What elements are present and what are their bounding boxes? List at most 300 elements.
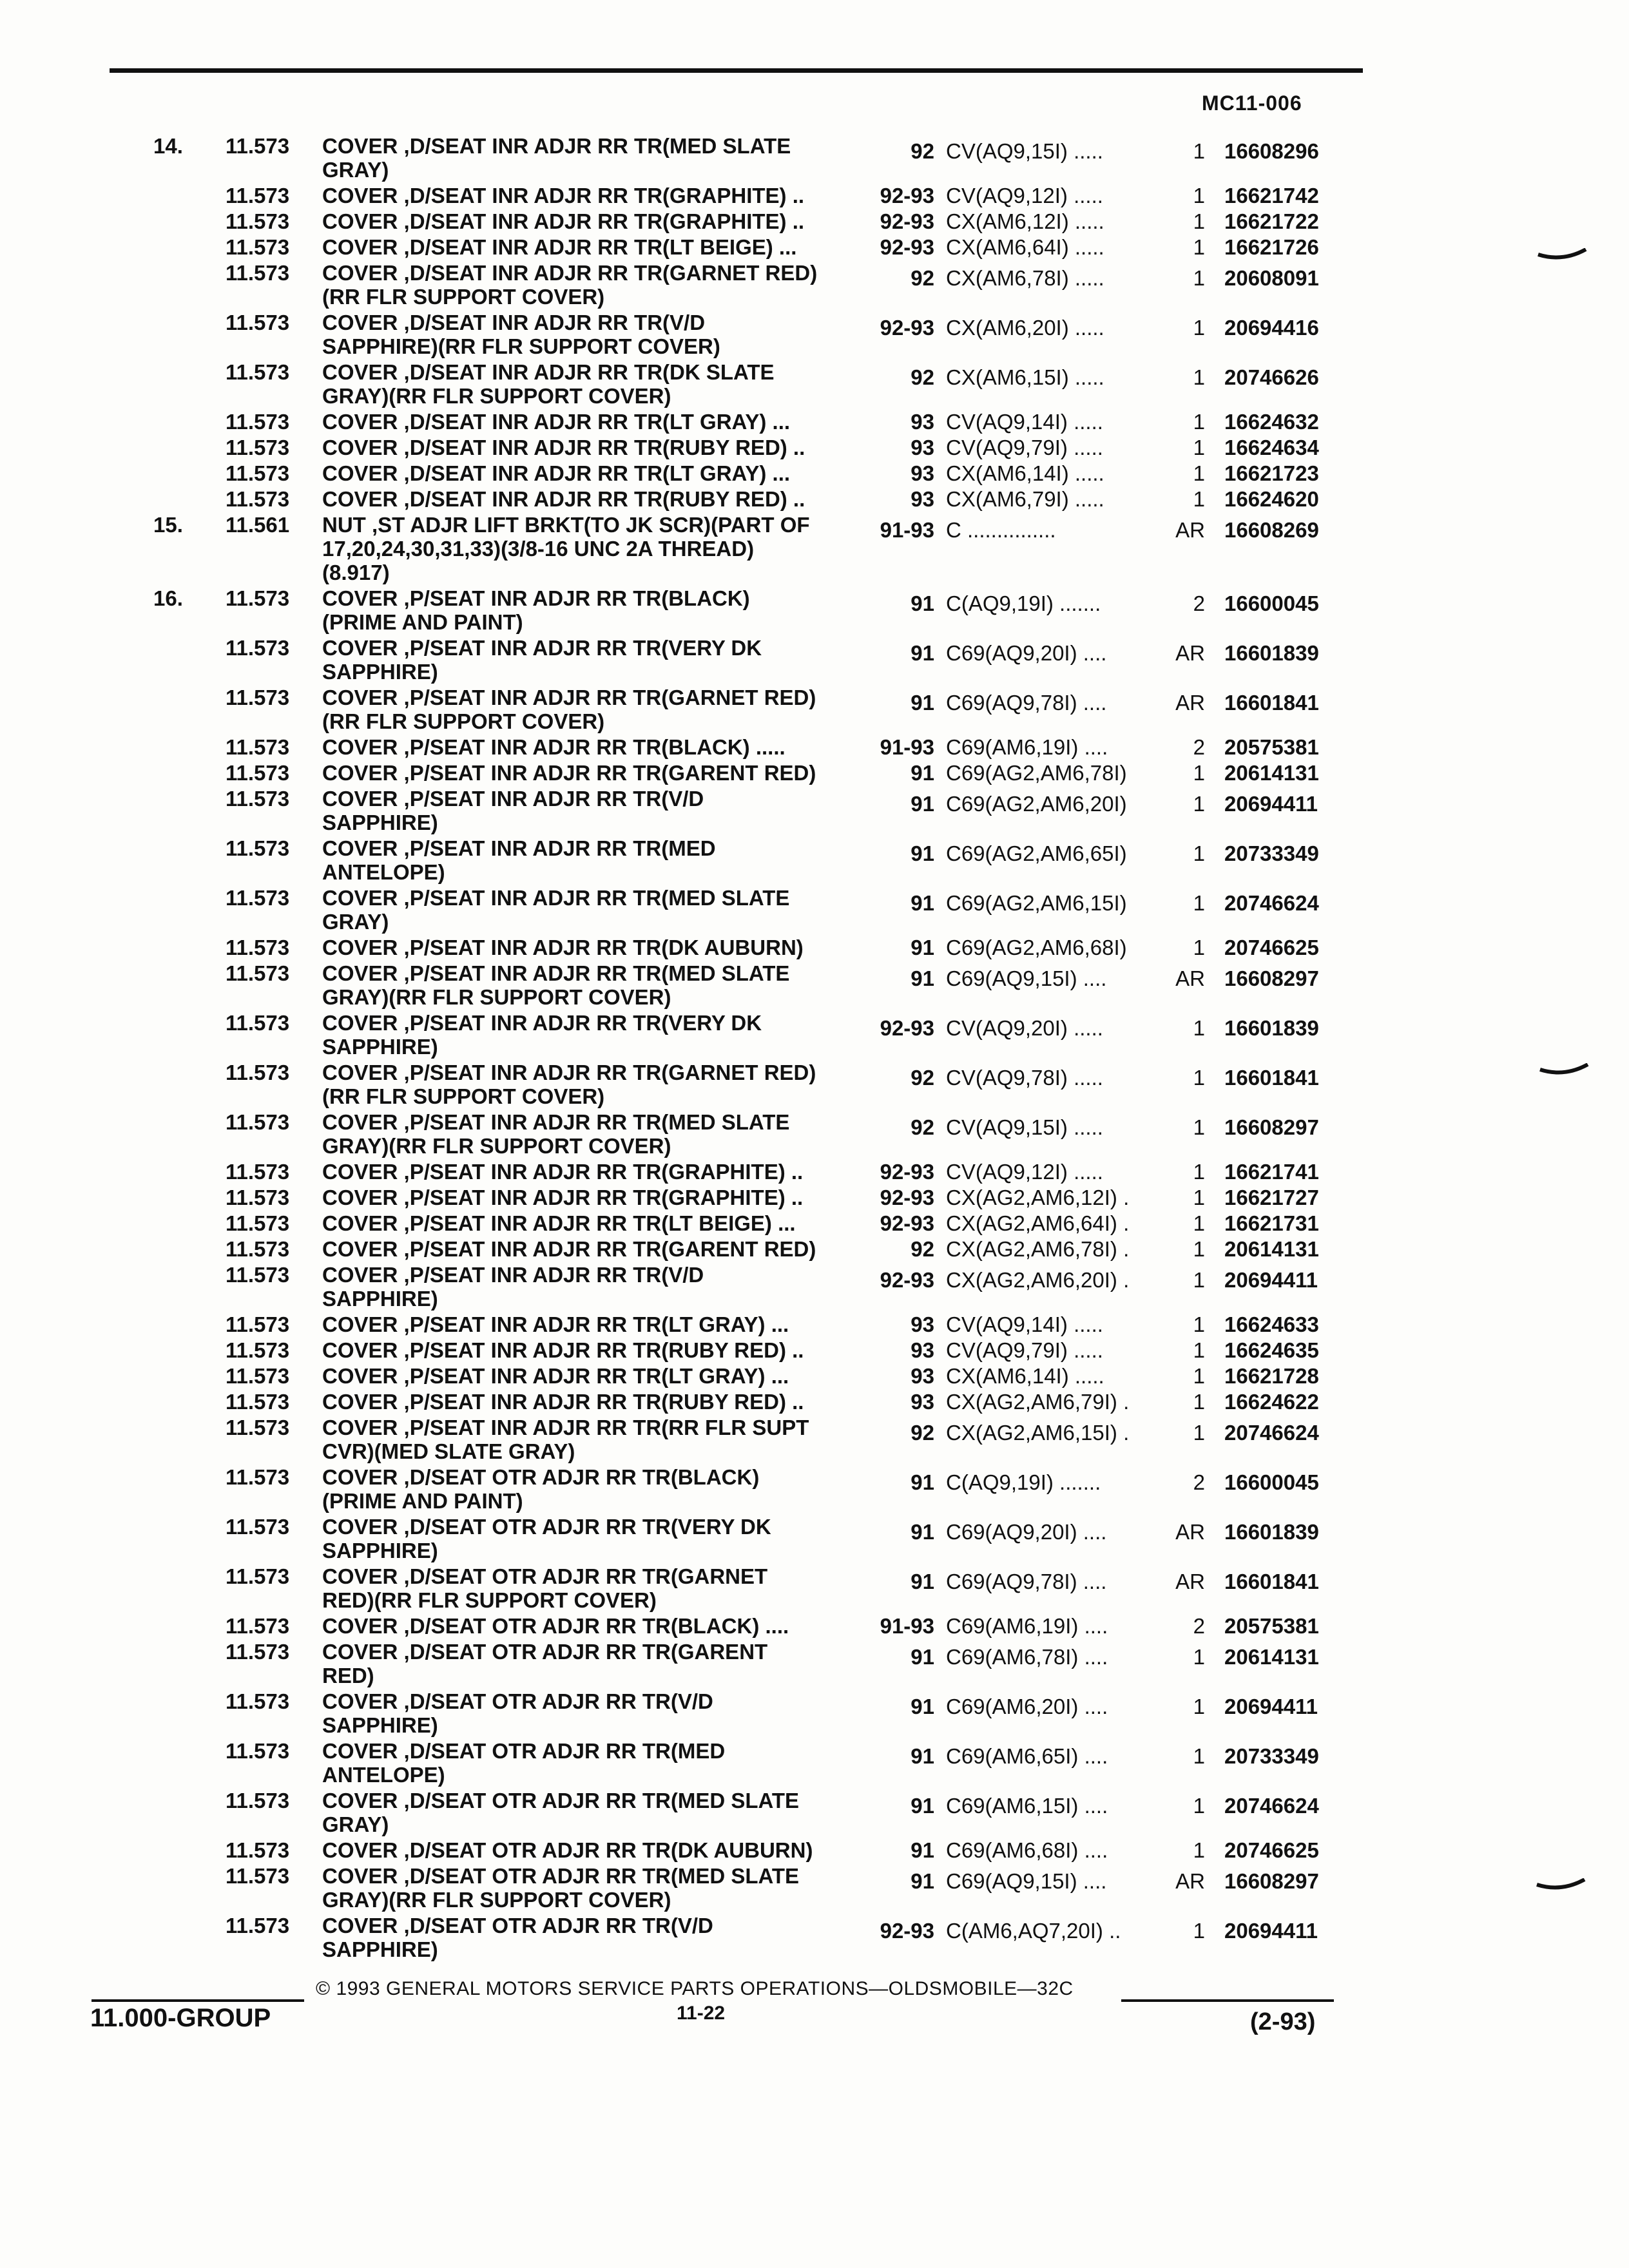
model-years: 91 xyxy=(911,1520,934,1544)
model-years: 93 xyxy=(911,1364,934,1388)
footer-rule-left xyxy=(92,1999,304,2002)
quantity: 1 xyxy=(1193,1645,1205,1669)
quantity: AR xyxy=(1175,641,1205,665)
quantity: AR xyxy=(1175,691,1205,715)
model-years: 92-93 xyxy=(880,1919,934,1943)
description-line: GRAY) xyxy=(322,158,389,182)
figure-number: 16. xyxy=(153,586,183,610)
part-number: 16624632 xyxy=(1224,410,1319,434)
quantity: 1 xyxy=(1193,1421,1205,1445)
part-number: 20608091 xyxy=(1224,266,1319,290)
part-description xyxy=(322,1110,863,1158)
model-years: 92 xyxy=(911,139,934,163)
description-line: COVER ,P/SEAT INR ADJR RR TR(RUBY RED) .. xyxy=(322,1390,804,1414)
group-number: 11.573 xyxy=(226,1416,290,1439)
part-description xyxy=(322,886,863,934)
group-number: 11.573 xyxy=(226,761,290,785)
body-option-code: C69(AG2,AM6,20I) xyxy=(946,792,1127,816)
description-line: GRAY)(RR FLR SUPPORT COVER) xyxy=(322,384,671,408)
part-number: 20614131 xyxy=(1224,761,1319,785)
description-line: COVER ,D/SEAT INR ADJR RR TR(V/D xyxy=(322,311,706,334)
part-description xyxy=(322,184,863,207)
quantity: 1 xyxy=(1193,139,1205,163)
description-line: SAPPHIRE) xyxy=(322,1539,438,1562)
description-line: GRAY) xyxy=(322,910,389,934)
body-option-code: C69(AG2,AM6,78I) xyxy=(946,761,1127,785)
description-line: COVER ,D/SEAT INR ADJR RR TR(GRAPHITE) .. xyxy=(322,209,805,233)
model-years: 92 xyxy=(911,266,934,290)
part-description xyxy=(322,1338,863,1362)
description-line: CVR)(MED SLATE GRAY) xyxy=(322,1439,575,1463)
model-years: 93 xyxy=(911,1390,934,1414)
group-number: 11.573 xyxy=(226,360,290,384)
group-number: 11.573 xyxy=(226,1312,290,1336)
model-years: 91 xyxy=(911,641,934,665)
body-option-code: CX(AG2,AM6,64I) . xyxy=(946,1211,1130,1235)
description-line: COVER ,P/SEAT INR ADJR RR TR(LT GRAY) ... xyxy=(322,1364,789,1388)
model-years: 91 xyxy=(911,1470,934,1494)
description-line: (RR FLR SUPPORT COVER) xyxy=(322,285,605,309)
part-description xyxy=(322,461,863,485)
body-option-code: C69(AQ9,15I) .... xyxy=(946,966,1107,990)
model-years: 91 xyxy=(911,591,934,615)
group-number: 11.573 xyxy=(226,184,290,207)
body-option-code: C69(AQ9,78I) .... xyxy=(946,1570,1107,1593)
part-description xyxy=(322,761,863,785)
description-line: COVER ,D/SEAT OTR ADJR RR TR(MED SLATE xyxy=(322,1789,800,1812)
quantity: 1 xyxy=(1193,1115,1205,1139)
part-number: 16601839 xyxy=(1224,1016,1319,1040)
quantity: 1 xyxy=(1193,1237,1205,1261)
quantity: 2 xyxy=(1193,591,1205,615)
group-number: 11.573 xyxy=(226,836,290,860)
body-option-code: C69(AQ9,20I) .... xyxy=(946,641,1107,665)
body-option-code: CV(AQ9,15I) ..... xyxy=(946,139,1103,163)
description-line: (PRIME AND PAINT) xyxy=(322,610,523,634)
part-description xyxy=(322,1061,863,1108)
body-option-code: C(AQ9,19I) ....... xyxy=(946,591,1101,615)
figure-number: 14. xyxy=(153,134,183,158)
group-number: 11.573 xyxy=(226,410,290,434)
part-number: 16621722 xyxy=(1224,209,1319,233)
body-option-code: C69(AM6,19I) .... xyxy=(946,1614,1108,1638)
part-number: 16621726 xyxy=(1224,235,1319,259)
part-number: 16624622 xyxy=(1224,1390,1319,1414)
part-number: 16621741 xyxy=(1224,1160,1319,1184)
model-years: 91 xyxy=(911,841,934,865)
header-rule xyxy=(110,68,1363,73)
description-line: RED) xyxy=(322,1664,374,1687)
part-number: 16621728 xyxy=(1224,1364,1319,1388)
part-number: 16601841 xyxy=(1224,1570,1319,1593)
model-years: 92 xyxy=(911,1066,934,1090)
body-option-code: C69(AQ9,15I) .... xyxy=(946,1869,1107,1893)
body-option-code: CV(AQ9,14I) ..... xyxy=(946,410,1103,434)
revision-date: (2-93) xyxy=(1250,2008,1316,2035)
part-description xyxy=(322,1263,863,1311)
part-description xyxy=(322,134,863,182)
description-line: COVER ,D/SEAT OTR ADJR RR TR(BLACK) .... xyxy=(322,1614,789,1638)
body-option-code: C69(AQ9,20I) .... xyxy=(946,1520,1107,1544)
part-description xyxy=(322,513,863,584)
body-option-code: C69(AM6,19I) .... xyxy=(946,735,1108,759)
description-line: RED)(RR FLR SUPPORT COVER) xyxy=(322,1588,657,1612)
part-number: 20746624 xyxy=(1224,891,1319,915)
model-years: 91 xyxy=(911,1838,934,1862)
part-number: 20694411 xyxy=(1224,1268,1318,1292)
part-description xyxy=(322,1011,863,1059)
margin-mark-bottom xyxy=(1536,1878,1587,1898)
body-option-code: C69(AM6,78I) .... xyxy=(946,1645,1108,1669)
body-option-code: CV(AQ9,79I) ..... xyxy=(946,1338,1103,1362)
figure-number: 15. xyxy=(153,513,183,537)
body-option-code: CX(AM6,14I) ..... xyxy=(946,461,1104,485)
group-number: 11.573 xyxy=(226,1515,290,1539)
description-line: COVER ,P/SEAT INR ADJR RR TR(GARENT RED) xyxy=(322,761,816,785)
part-number: 20694416 xyxy=(1224,316,1319,340)
body-option-code: C69(AM6,68I) .... xyxy=(946,1838,1108,1862)
quantity: 2 xyxy=(1193,1614,1205,1638)
part-description xyxy=(322,1237,863,1261)
quantity: AR xyxy=(1175,966,1205,990)
group-number: 11.573 xyxy=(226,1211,290,1235)
quantity: 1 xyxy=(1193,1160,1205,1184)
description-line: COVER ,D/SEAT OTR ADJR RR TR(GARNET xyxy=(322,1564,768,1588)
margin-mark-middle xyxy=(1539,1063,1590,1082)
part-description xyxy=(322,735,863,759)
group-number: 11.573 xyxy=(226,1864,290,1888)
model-years: 91 xyxy=(911,891,934,915)
body-option-code: CX(AM6,78I) ..... xyxy=(946,266,1104,290)
part-description xyxy=(322,787,863,834)
page-code: MC11-006 xyxy=(1202,91,1302,115)
model-years: 92 xyxy=(911,1115,934,1139)
part-number: 16624634 xyxy=(1224,436,1319,459)
quantity: 1 xyxy=(1193,1794,1205,1818)
description-line: COVER ,D/SEAT OTR ADJR RR TR(GARENT xyxy=(322,1640,768,1664)
body-option-code: C69(AM6,20I) .... xyxy=(946,1695,1108,1718)
body-option-code: CX(AM6,15I) ..... xyxy=(946,365,1104,389)
model-years: 92 xyxy=(911,1237,934,1261)
part-description xyxy=(322,1739,863,1787)
part-description xyxy=(322,1416,863,1463)
group-number: 11.573 xyxy=(226,586,290,610)
part-description xyxy=(322,1614,863,1638)
group-number: 11.573 xyxy=(226,1789,290,1812)
part-description xyxy=(322,261,863,309)
description-line: ANTELOPE) xyxy=(322,1763,445,1787)
quantity: 1 xyxy=(1193,1066,1205,1090)
part-description xyxy=(322,936,863,959)
body-option-code: C69(AG2,AM6,15I) xyxy=(946,891,1127,915)
description-line: COVER ,P/SEAT INR ADJR RR TR(GARNET RED) xyxy=(322,1061,816,1084)
description-line: (8.917) xyxy=(322,561,390,584)
description-line: GRAY)(RR FLR SUPPORT COVER) xyxy=(322,1888,671,1912)
footer-rule-right xyxy=(1121,1999,1334,2002)
quantity: 1 xyxy=(1193,184,1205,207)
part-number: 20746624 xyxy=(1224,1421,1319,1445)
group-name: 11.000-GROUP xyxy=(90,2004,271,2032)
part-number: 20746626 xyxy=(1224,365,1319,389)
group-number: 11.573 xyxy=(226,461,290,485)
part-number: 16601841 xyxy=(1224,1066,1319,1090)
body-option-code: CX(AM6,20I) ..... xyxy=(946,316,1104,340)
part-description xyxy=(322,410,863,434)
part-description xyxy=(322,1689,863,1737)
part-number: 20694411 xyxy=(1224,1695,1318,1718)
description-line: SAPPHIRE) xyxy=(322,1287,438,1311)
part-number: 20733349 xyxy=(1224,841,1319,865)
description-line: COVER ,D/SEAT OTR ADJR RR TR(DK AUBURN) xyxy=(322,1838,813,1862)
description-line: COVER ,P/SEAT INR ADJR RR TR(MED SLATE xyxy=(322,1110,790,1134)
description-line: COVER ,P/SEAT INR ADJR RR TR(MED SLATE xyxy=(322,961,790,985)
part-number: 20746625 xyxy=(1224,936,1319,959)
description-line: (PRIME AND PAINT) xyxy=(322,1489,523,1513)
part-description xyxy=(322,1211,863,1235)
description-line: COVER ,P/SEAT INR ADJR RR TR(GARNET RED) xyxy=(322,686,816,709)
part-number: 20614131 xyxy=(1224,1645,1319,1669)
body-option-code: C ............... xyxy=(946,518,1056,542)
description-line: COVER ,D/SEAT INR ADJR RR TR(RUBY RED) .. xyxy=(322,436,805,459)
description-line: COVER ,P/SEAT INR ADJR RR TR(GARENT RED) xyxy=(322,1237,816,1261)
body-option-code: C(AQ9,19I) ....... xyxy=(946,1470,1101,1494)
description-line: GRAY)(RR FLR SUPPORT COVER) xyxy=(322,985,671,1009)
description-line: COVER ,D/SEAT OTR ADJR RR TR(V/D xyxy=(322,1914,713,1937)
model-years: 91-93 xyxy=(880,518,934,542)
body-option-code: C69(AM6,65I) .... xyxy=(946,1744,1108,1768)
part-description xyxy=(322,1515,863,1562)
body-option-code: C69(AG2,AM6,68I) xyxy=(946,936,1127,959)
group-number: 11.573 xyxy=(226,1011,290,1035)
group-number: 11.573 xyxy=(226,1465,290,1489)
body-option-code: CV(AQ9,14I) ..... xyxy=(946,1312,1103,1336)
model-years: 91-93 xyxy=(880,1614,934,1638)
model-years: 92 xyxy=(911,1421,934,1445)
model-years: 93 xyxy=(911,436,934,459)
description-line: COVER ,D/SEAT INR ADJR RR TR(DK SLATE xyxy=(322,360,775,384)
quantity: 1 xyxy=(1193,410,1205,434)
model-years: 92-93 xyxy=(880,316,934,340)
description-line: COVER ,P/SEAT INR ADJR RR TR(RR FLR SUPT xyxy=(322,1416,809,1439)
part-description xyxy=(322,1364,863,1388)
description-line: COVER ,D/SEAT INR ADJR RR TR(RUBY RED) .. xyxy=(322,487,805,511)
model-years: 91 xyxy=(911,966,934,990)
description-line: COVER ,P/SEAT INR ADJR RR TR(BLACK) xyxy=(322,586,750,610)
description-line: COVER ,P/SEAT INR ADJR RR TR(GRAPHITE) .. xyxy=(322,1160,804,1184)
description-line: COVER ,D/SEAT INR ADJR RR TR(LT BEIGE) ... xyxy=(322,235,797,259)
part-description xyxy=(322,1838,863,1862)
description-line: COVER ,P/SEAT INR ADJR RR TR(MED SLATE xyxy=(322,886,790,910)
part-description xyxy=(322,1160,863,1184)
description-line: SAPPHIRE) xyxy=(322,1035,438,1059)
part-description xyxy=(322,1465,863,1513)
quantity: 1 xyxy=(1193,1211,1205,1235)
body-option-code: CV(AQ9,79I) ..... xyxy=(946,436,1103,459)
group-number: 11.573 xyxy=(226,1364,290,1388)
body-option-code: CV(AQ9,12I) ..... xyxy=(946,1160,1103,1184)
model-years: 92-93 xyxy=(880,235,934,259)
description-line: COVER ,P/SEAT INR ADJR RR TR(BLACK) ..... xyxy=(322,735,786,759)
part-number: 16601841 xyxy=(1224,691,1319,715)
part-number: 16608269 xyxy=(1224,518,1319,542)
copyright-notice: © 1993 GENERAL MOTORS SERVICE PARTS OPERATIONS—OLDSMOBILE—32C xyxy=(316,1978,1074,1999)
description-line: COVER ,P/SEAT INR ADJR RR TR(LT BEIGE) ... xyxy=(322,1211,796,1235)
description-line: COVER ,P/SEAT INR ADJR RR TR(DK AUBURN) xyxy=(322,936,804,959)
description-line: SAPPHIRE)(RR FLR SUPPORT COVER) xyxy=(322,334,720,358)
model-years: 91 xyxy=(911,1869,934,1893)
part-description xyxy=(322,636,863,684)
body-option-code: CV(AQ9,12I) ..... xyxy=(946,184,1103,207)
part-description xyxy=(322,1914,863,1961)
description-line: COVER ,D/SEAT OTR ADJR RR TR(MED xyxy=(322,1739,726,1763)
body-option-code: CX(AG2,AM6,12I) . xyxy=(946,1186,1130,1209)
quantity: 1 xyxy=(1193,266,1205,290)
part-number: 16601839 xyxy=(1224,1520,1319,1544)
body-option-code: CX(AG2,AM6,15I) . xyxy=(946,1421,1130,1445)
group-number: 11.573 xyxy=(226,487,290,511)
quantity: AR xyxy=(1175,1869,1205,1893)
part-number: 20746625 xyxy=(1224,1838,1319,1862)
description-line: GRAY) xyxy=(322,1812,389,1836)
group-number: 11.573 xyxy=(226,1914,290,1937)
quantity: 1 xyxy=(1193,316,1205,340)
body-option-code: C69(AG2,AM6,65I) xyxy=(946,841,1127,865)
part-number: 16624633 xyxy=(1224,1312,1319,1336)
part-description xyxy=(322,836,863,884)
body-option-code: CX(AM6,12I) ..... xyxy=(946,209,1104,233)
quantity: 1 xyxy=(1193,365,1205,389)
quantity: 1 xyxy=(1193,841,1205,865)
description-line: (RR FLR SUPPORT COVER) xyxy=(322,709,605,733)
model-years: 91 xyxy=(911,1695,934,1718)
group-number: 11.573 xyxy=(226,936,290,959)
quantity: 1 xyxy=(1193,1838,1205,1862)
description-line: COVER ,D/SEAT INR ADJR RR TR(GARNET RED) xyxy=(322,261,818,285)
model-years: 92-93 xyxy=(880,184,934,207)
model-years: 93 xyxy=(911,461,934,485)
body-option-code: C(AM6,AQ7,20I) .. xyxy=(946,1919,1121,1943)
quantity: AR xyxy=(1175,1570,1205,1593)
description-line: COVER ,D/SEAT INR ADJR RR TR(GRAPHITE) .. xyxy=(322,184,805,207)
part-description xyxy=(322,436,863,459)
description-line: GRAY)(RR FLR SUPPORT COVER) xyxy=(322,1134,671,1158)
model-years: 92-93 xyxy=(880,1268,934,1292)
model-years: 92-93 xyxy=(880,1211,934,1235)
part-number: 16601839 xyxy=(1224,641,1319,665)
part-number: 16621723 xyxy=(1224,461,1319,485)
description-line: NUT ,ST ADJR LIFT BRKT(TO JK SCR)(PART OF xyxy=(322,513,810,537)
description-line: ANTELOPE) xyxy=(322,860,445,884)
description-line: SAPPHIRE) xyxy=(322,1937,438,1961)
group-number: 11.573 xyxy=(226,735,290,759)
quantity: 1 xyxy=(1193,936,1205,959)
description-line: COVER ,D/SEAT INR ADJR RR TR(LT GRAY) ... xyxy=(322,461,791,485)
quantity: 1 xyxy=(1193,1364,1205,1388)
group-number: 11.573 xyxy=(226,1564,290,1588)
quantity: 2 xyxy=(1193,1470,1205,1494)
part-description xyxy=(322,1186,863,1209)
part-number: 16624620 xyxy=(1224,487,1319,511)
description-line: (RR FLR SUPPORT COVER) xyxy=(322,1084,605,1108)
quantity: 1 xyxy=(1193,436,1205,459)
group-number: 11.561 xyxy=(226,513,290,537)
description-line: COVER ,P/SEAT INR ADJR RR TR(V/D xyxy=(322,787,704,811)
part-number: 20746624 xyxy=(1224,1794,1319,1818)
model-years: 93 xyxy=(911,410,934,434)
part-number: 20575381 xyxy=(1224,735,1319,759)
body-option-code: C69(AM6,15I) .... xyxy=(946,1794,1108,1818)
body-option-code: CX(AM6,79I) ..... xyxy=(946,487,1104,511)
group-number: 11.573 xyxy=(226,787,290,811)
quantity: 1 xyxy=(1193,209,1205,233)
group-number: 11.573 xyxy=(226,209,290,233)
body-option-code: C69(AQ9,78I) .... xyxy=(946,691,1107,715)
model-years: 91 xyxy=(911,1570,934,1593)
group-number: 11.573 xyxy=(226,311,290,334)
description-line: COVER ,P/SEAT INR ADJR RR TR(RUBY RED) .. xyxy=(322,1338,804,1362)
body-option-code: CX(AM6,14I) ..... xyxy=(946,1364,1104,1388)
part-description xyxy=(322,360,863,408)
description-line: COVER ,P/SEAT INR ADJR RR TR(VERY DK xyxy=(322,1011,762,1035)
quantity: 1 xyxy=(1193,761,1205,785)
part-number: 16608296 xyxy=(1224,139,1319,163)
part-number: 16624635 xyxy=(1224,1338,1319,1362)
description-line: COVER ,D/SEAT OTR ADJR RR TR(BLACK) xyxy=(322,1465,760,1489)
part-description xyxy=(322,1789,863,1836)
description-line: COVER ,D/SEAT OTR ADJR RR TR(VERY DK xyxy=(322,1515,771,1539)
body-option-code: CX(AG2,AM6,20I) . xyxy=(946,1268,1130,1292)
quantity: 2 xyxy=(1193,735,1205,759)
description-line: COVER ,D/SEAT OTR ADJR RR TR(MED SLATE xyxy=(322,1864,800,1888)
part-description xyxy=(322,487,863,511)
group-number: 11.573 xyxy=(226,1160,290,1184)
group-number: 11.573 xyxy=(226,886,290,910)
description-line: COVER ,P/SEAT INR ADJR RR TR(GRAPHITE) .. xyxy=(322,1186,804,1209)
page-number: 11-22 xyxy=(677,2003,726,2024)
part-description xyxy=(322,1312,863,1336)
description-line: COVER ,P/SEAT INR ADJR RR TR(V/D xyxy=(322,1263,704,1287)
group-number: 11.573 xyxy=(226,1263,290,1287)
quantity: 1 xyxy=(1193,891,1205,915)
description-line: COVER ,D/SEAT OTR ADJR RR TR(V/D xyxy=(322,1689,713,1713)
part-description xyxy=(322,1390,863,1414)
group-number: 11.573 xyxy=(226,134,290,158)
quantity: 1 xyxy=(1193,1016,1205,1040)
description-line: COVER ,P/SEAT INR ADJR RR TR(MED xyxy=(322,836,716,860)
part-description xyxy=(322,311,863,358)
group-number: 11.573 xyxy=(226,1640,290,1664)
quantity: 1 xyxy=(1193,1338,1205,1362)
part-number: 16608297 xyxy=(1224,966,1319,990)
model-years: 91 xyxy=(911,1794,934,1818)
description-line: COVER ,D/SEAT INR ADJR RR TR(MED SLATE xyxy=(322,134,791,158)
quantity: 1 xyxy=(1193,1695,1205,1718)
group-number: 11.573 xyxy=(226,1739,290,1763)
margin-mark-top xyxy=(1537,248,1588,267)
part-description xyxy=(322,961,863,1009)
description-line: SAPPHIRE) xyxy=(322,660,438,684)
description-line: COVER ,P/SEAT INR ADJR RR TR(LT GRAY) ... xyxy=(322,1312,789,1336)
model-years: 91 xyxy=(911,691,934,715)
part-number: 16621742 xyxy=(1224,184,1319,207)
model-years: 91 xyxy=(911,761,934,785)
part-number: 20733349 xyxy=(1224,1744,1319,1768)
model-years: 93 xyxy=(911,487,934,511)
part-description xyxy=(322,686,863,733)
model-years: 91 xyxy=(911,792,934,816)
model-years: 92-93 xyxy=(880,1186,934,1209)
quantity: 1 xyxy=(1193,235,1205,259)
